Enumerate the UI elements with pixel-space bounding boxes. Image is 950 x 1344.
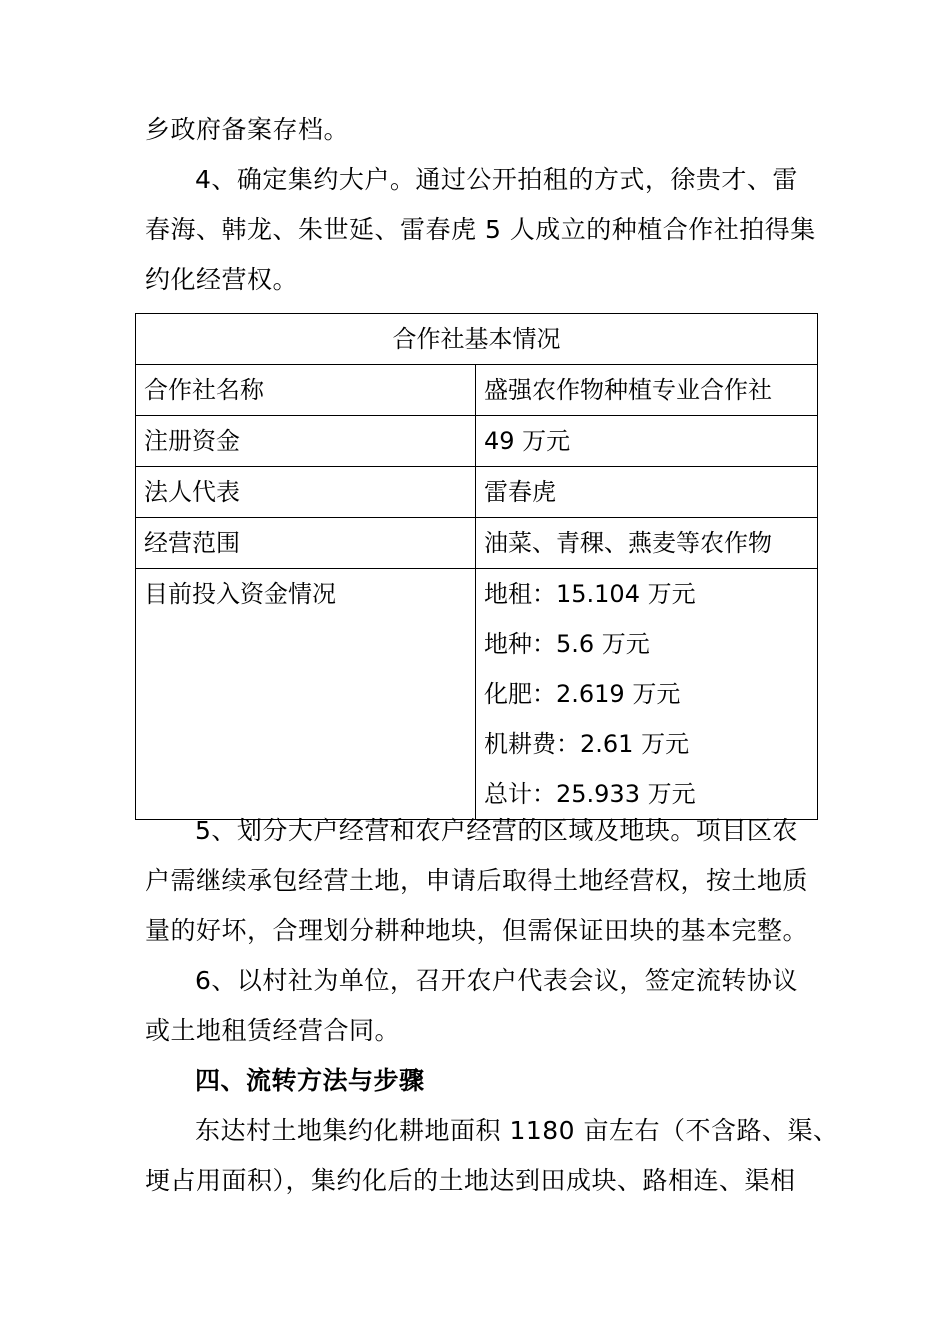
row-value: 雷春虎 [476, 467, 818, 518]
investment-values [476, 569, 818, 820]
table-title: 合作社基本情况 [136, 314, 818, 365]
paragraph-line: 春海、韩龙、朱世延、雷春虎 5 人成立的种植合作社拍得集 [145, 215, 816, 244]
paragraph-line: 乡政府备案存档。 [145, 115, 350, 144]
table-row [136, 467, 818, 518]
paragraph-line: 或土地租赁经营合同。 [145, 1016, 401, 1045]
paragraph-line: 4、确定集约大户。通过公开拍租的方式，徐贵才、雷 [195, 165, 798, 194]
row-label: 合作社名称 [136, 365, 476, 416]
paragraph-line: 埂占用面积），集约化后的土地达到田成块、路相连、渠相 [145, 1166, 796, 1195]
investment-item: 机耕费：2.61 万元 [484, 730, 690, 758]
table-row [136, 365, 818, 416]
row-label: 法人代表 [136, 467, 476, 518]
row-value: 油菜、青稞、燕麦等农作物 [476, 518, 818, 569]
table-row [136, 416, 818, 467]
investment-item: 地种：5.6 万元 [484, 630, 650, 658]
table-row-investment [136, 569, 818, 820]
row-label: 目前投入资金情况 [136, 569, 476, 820]
paragraph-line: 约化经营权。 [145, 265, 299, 294]
investment-item: 地租：15.104 万元 [484, 580, 696, 608]
paragraph-line: 5、划分大户经营和农户经营的区域及地块。项目区农 [195, 816, 798, 845]
paragraph-line: 6、以村社为单位，召开农户代表会议，签定流转协议 [195, 966, 798, 995]
table-row [136, 518, 818, 569]
row-label: 经营范围 [136, 518, 476, 569]
paragraph-line: 东达村土地集约化耕地面积 1180 亩左右（不含路、渠、 [195, 1116, 839, 1145]
row-value: 49 万元 [476, 416, 818, 467]
section-heading: 四、流转方法与步骤 [195, 1066, 425, 1095]
paragraph-line: 量的好坏，合理划分耕种地块，但需保证田块的基本完整。 [145, 916, 809, 945]
row-value: 盛强农作物种植专业合作社 [476, 365, 818, 416]
investment-item: 化肥：2.619 万元 [484, 680, 681, 708]
paragraph-line: 户需继续承包经营土地，申请后取得土地经营权，按土地质 [145, 866, 809, 895]
investment-item: 总计：25.933 万元 [484, 780, 696, 808]
table-title-row [136, 314, 818, 365]
cooperative-info-table [135, 313, 818, 820]
row-label: 注册资金 [136, 416, 476, 467]
